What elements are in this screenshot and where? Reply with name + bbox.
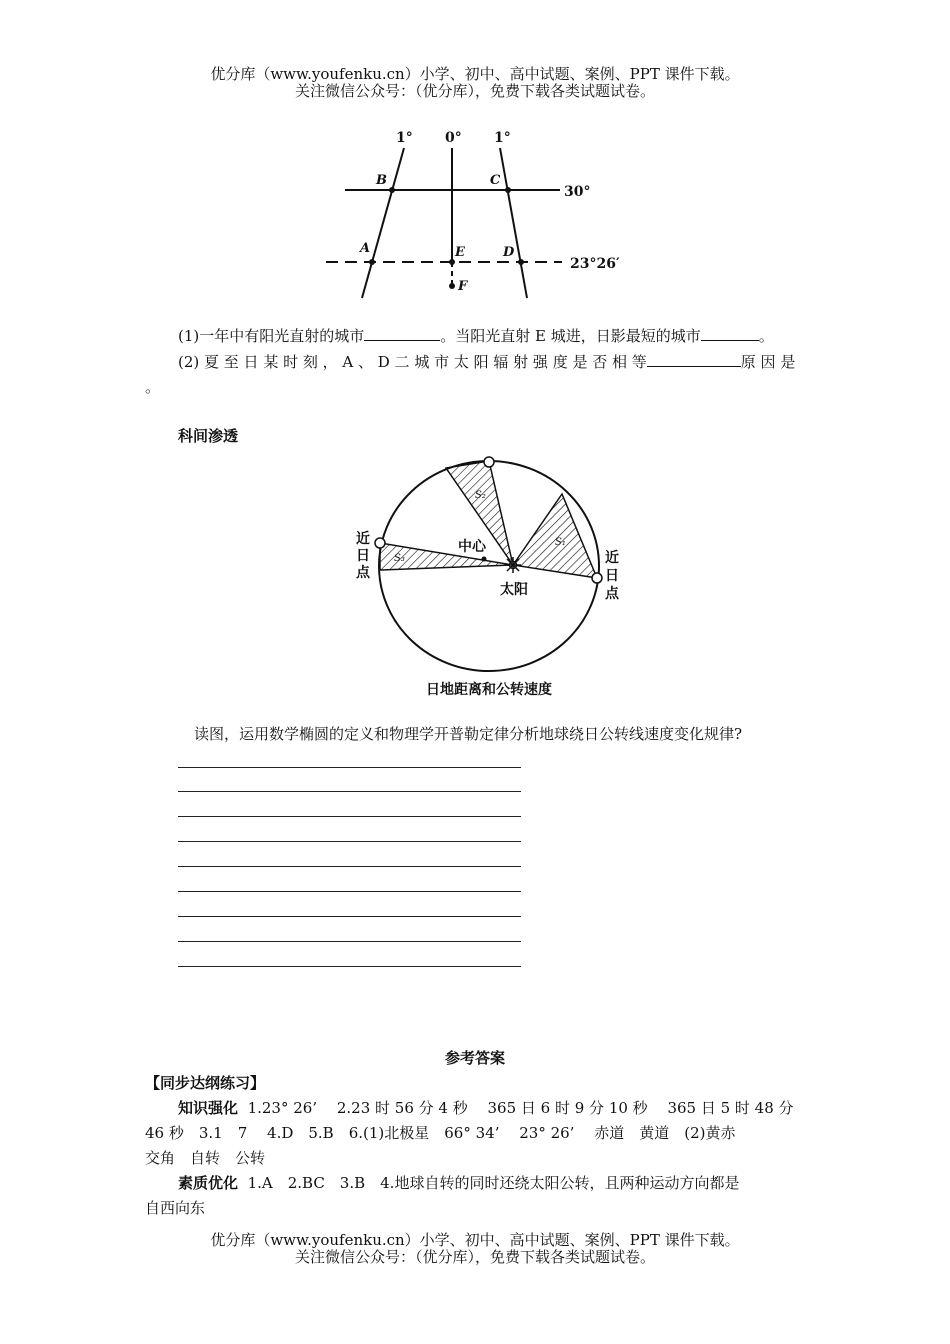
near-point-right: 近日点: [605, 550, 619, 602]
answer-line-2[interactable]: [178, 791, 521, 792]
footer-line-2: 关注微信公众号：（优分库），免费下载各类试题试卷。: [294, 1248, 655, 1266]
answer-line-7[interactable]: [178, 916, 521, 917]
label-s3: S₃: [394, 553, 405, 564]
meridian-1-east: [500, 148, 527, 298]
question-1-part-1: [178, 326, 774, 346]
section-title-cross: 科间渗透: [178, 427, 239, 445]
label-center: 中心: [458, 539, 486, 555]
footer-line-1: 优分库（www.youfenku.cn）小学、初中、高中试题、案例、PPT 课件下载。: [210, 1231, 740, 1249]
orbit-diagram: [350, 448, 630, 704]
label-sun: 太阳: [500, 582, 528, 598]
q1-blank-2[interactable]: [701, 326, 759, 341]
earth-left: [375, 538, 385, 548]
point-f: [449, 283, 455, 289]
label-e: E: [455, 245, 465, 260]
sun-icon: [505, 557, 521, 573]
label-c: C: [490, 173, 501, 188]
answers-title: 参考答案: [444, 1049, 505, 1067]
quality-line-2: 自西向东: [145, 1199, 206, 1217]
label-1-right: 1°: [494, 130, 511, 146]
earth-top: [484, 457, 494, 467]
label-d: D: [503, 245, 515, 260]
sector-s1: [513, 494, 597, 578]
quality-line-1: [178, 1173, 739, 1193]
label-1-left: 1°: [396, 130, 413, 146]
knowledge-line-2: 46 秒 3.1 7 4.D 5.B 6.(1)北极星 66° 34’ 23° 26’ 赤道 黄道 (2)黄赤: [145, 1124, 736, 1142]
page-header: [0, 66, 950, 100]
point-c: [505, 187, 511, 193]
question-2: 读图，运用数学椭圆的定义和物理学开普勒定律分析地球绕日公转线速度变化规律?: [194, 725, 743, 743]
orbit-caption: 日地距离和公转速度: [426, 682, 552, 698]
quality-label: 素质优化: [178, 1174, 239, 1192]
answer-line-1[interactable]: [178, 767, 521, 768]
page-footer: [0, 1232, 950, 1266]
knowledge-line-1: [178, 1098, 794, 1118]
earth-right: [592, 573, 602, 583]
answer-line-8[interactable]: [178, 941, 521, 942]
label-30: 30°: [564, 184, 591, 200]
q1-part2-end: 。: [145, 378, 161, 396]
center-point: [482, 557, 487, 562]
knowledge-line-3: 交角 自转 公转: [145, 1149, 266, 1167]
meridian-1-west: [362, 148, 404, 298]
answers-section: 【同步达纲练习】: [145, 1074, 266, 1092]
q1-part2-text-a: (2) 夏 至 日 某 时 刻 ， A 、 D 二 城 市 太 阳 辐 射 强 度 是 否 相 等: [178, 353, 647, 371]
q1-part1-end: 。: [758, 327, 774, 345]
latitude-diagram: [320, 122, 640, 304]
near-point-left: 近日点: [356, 531, 370, 581]
question-1-part-2: [178, 352, 795, 372]
point-a: [369, 259, 375, 265]
q1-part1-text-b: 。当阳光直射 E 城进，日影最短的城市: [440, 327, 701, 345]
quality-text-1: 1.A 2.BC 3.B 4.地球自转的同时还绕太阳公转，且两种运动方向都是: [247, 1174, 740, 1192]
header-line-1: 优分库（www.youfenku.cn）小学、初中、高中试题、案例、PPT 课件下载。: [210, 65, 740, 83]
point-b: [389, 187, 395, 193]
label-b: B: [376, 173, 387, 188]
knowledge-text-1: 1.23° 26’ 2.23 时 56 分 4 秒 365 日 6 时 9 分 10 秒 365 日 5 时 48 分: [247, 1099, 794, 1117]
q1-blank-3[interactable]: [647, 352, 741, 367]
answer-line-9[interactable]: [178, 966, 521, 967]
label-a: A: [360, 241, 371, 256]
answer-line-5[interactable]: [178, 866, 521, 867]
label-s1: S₁: [555, 537, 566, 548]
header-line-2: 关注微信公众号：（优分库），免费下载各类试题试卷。: [294, 82, 655, 100]
answer-line-4[interactable]: [178, 841, 521, 842]
q1-part1-text-a: (1)一年中有阳光直射的城市: [178, 327, 365, 345]
label-2326: 23°26′: [570, 256, 620, 272]
answer-line-6[interactable]: [178, 891, 521, 892]
answer-line-3[interactable]: [178, 816, 521, 817]
label-0: 0°: [445, 130, 462, 146]
q1-blank-1[interactable]: [364, 326, 440, 341]
label-s2: S₂: [475, 490, 486, 501]
q1-part2-text-b: 原 因 是: [740, 353, 796, 371]
label-f: F: [458, 279, 468, 294]
knowledge-label: 知识强化: [178, 1099, 239, 1117]
point-d: [518, 259, 524, 265]
